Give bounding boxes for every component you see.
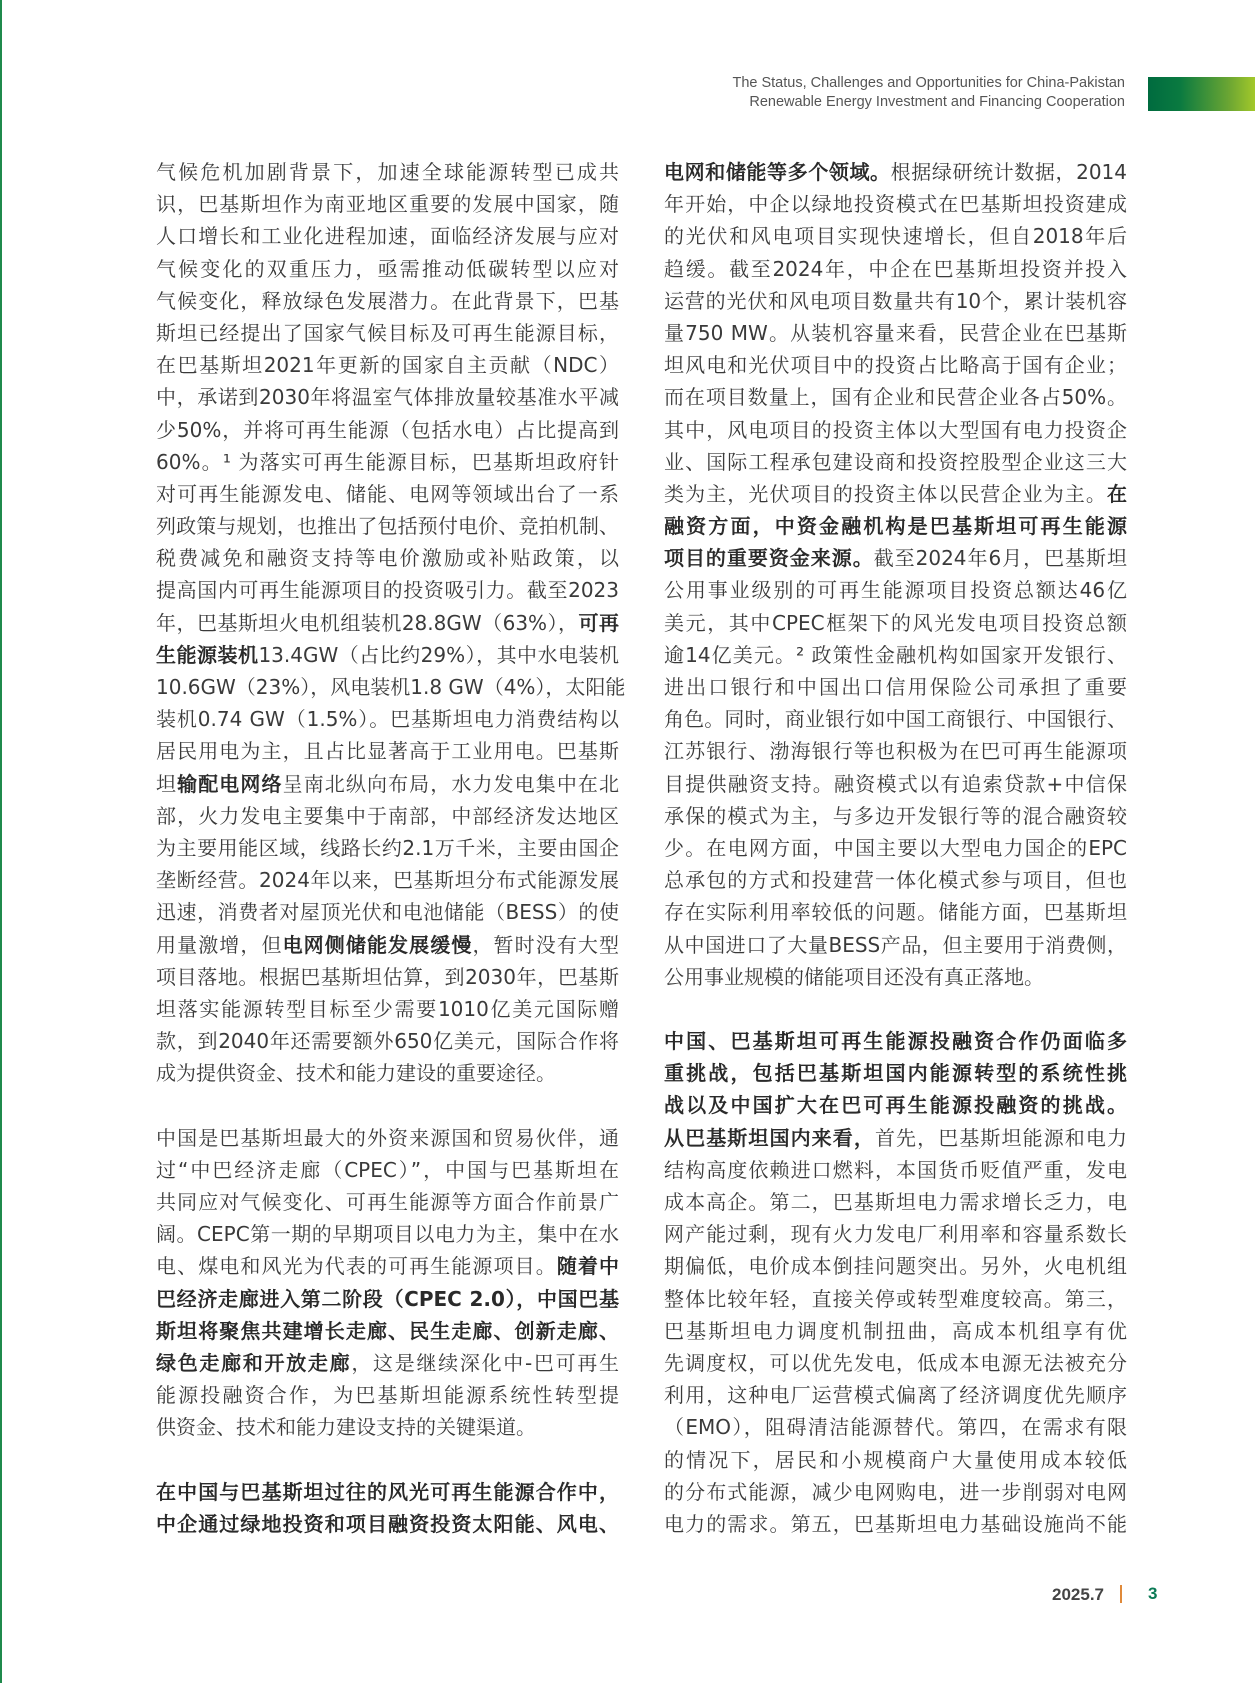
paragraph-1-line: [156, 832, 619, 864]
paragraph-2-line: [664, 1411, 1127, 1443]
text: 项目落地。根据巴基斯坦估算，到2030年，巴基斯: [156, 964, 619, 989]
paragraph-2-line: [664, 1089, 1127, 1121]
bold-text: 重挑战，包括巴基斯坦国内能源转型的系统性挑: [664, 1061, 1127, 1086]
paragraph-1-line: [156, 381, 619, 413]
text: 坦风电和光伏项目中的投资占比略高于国有企业；: [664, 353, 1127, 378]
text: 中国是巴基斯坦最大的外资来源国和贸易伙伴，通: [156, 1125, 619, 1150]
paragraph-1-line: [664, 381, 1127, 413]
bold-text: 输配电网络: [177, 771, 283, 796]
text: 承保的模式为主，与多边开发银行等的混合融资较: [664, 803, 1127, 828]
running-header: [732, 74, 1125, 112]
paragraph-2-line: [664, 1218, 1127, 1250]
bold-text: 可再: [578, 610, 620, 635]
text: 在巴基斯坦2021年更新的国家自主贡献（NDC）: [156, 353, 619, 378]
bold-text: 在中国与巴基斯坦过往的风光可再生能源合作中，: [156, 1479, 619, 1504]
paragraph-2-line: [664, 1444, 1127, 1476]
text: ，这是继续深化中-巴可再生: [351, 1350, 620, 1375]
paragraph-gap: [664, 993, 1127, 1025]
text: 的光伏和风电项目实现快速增长，但自2018年后: [664, 224, 1127, 249]
text: 江苏银行、渤海银行等也积极为在巴可再生能源项: [664, 739, 1127, 764]
text: 气候变化，释放绿色发展潜力。在此背景下，巴基: [156, 288, 619, 313]
paragraph-1-line: [156, 864, 619, 896]
paragraph-1-line: [156, 607, 619, 639]
paragraph-1-line: [664, 929, 1127, 961]
text: 年开始，中企以绿地投资模式在巴基斯坦投资建成: [664, 192, 1127, 217]
bold-text: 中企通过绿地投资和项目融资投资太阳能、风电、: [156, 1511, 619, 1536]
paragraph-1-line: [156, 1025, 619, 1057]
text: 成本高企。第二，巴基斯坦电力需求增长乏力，电: [664, 1190, 1127, 1214]
text: 巴基斯坦电力调度机制扭曲，高成本机组享有优: [664, 1318, 1127, 1343]
text: 坦: [156, 771, 178, 796]
paragraph-1-line: [664, 510, 1127, 542]
text: 呈南北纵向布局，水力发电集中在北: [282, 771, 620, 796]
page-number: 3: [1148, 1584, 1158, 1603]
text: 少。在电网方面，中国主要以大型电力国企的EPC: [664, 835, 1127, 860]
paragraph-1-line: [664, 285, 1127, 317]
text: 13.4GW（占比约29%），其中水电装机: [258, 642, 620, 667]
paragraph-2-line: [664, 1283, 1127, 1315]
text: 而在项目数量上，国有企业和民营企业各占50%。: [664, 385, 1127, 410]
paragraph-1-line: [664, 542, 1127, 574]
paragraph-1-line: [156, 703, 619, 735]
bold-text: 战以及中国扩大在巴可再生能源投融资的挑战。: [664, 1093, 1127, 1118]
paragraph-2-line: [664, 1250, 1127, 1282]
text: 少50%，并将可再生能源（包括水电）占比提高到: [156, 417, 619, 442]
paragraph-2-line: [156, 1315, 619, 1347]
paragraph-2-line: [156, 1218, 619, 1250]
paragraph-2-line: [156, 1411, 619, 1443]
header-title-line-1: The Status, Challenges and Opportunities for China-Pakistan: [732, 75, 1125, 91]
paragraph-2-line: [156, 1122, 619, 1154]
paragraph-1-line: [156, 735, 619, 767]
paragraph-1-line: [156, 156, 619, 188]
bold-text: 斯坦将聚焦共建增长走廊、民生走廊、创新走廊、: [156, 1318, 619, 1343]
bold-text: 电网侧储能发展缓慢: [282, 932, 473, 957]
text: 的分布式能源，减少电网购电，进一步削弱对电网: [664, 1479, 1127, 1504]
text: 能源投融资合作，为巴基斯坦能源系统性转型提: [156, 1383, 619, 1408]
footer-separator: [1120, 1585, 1122, 1603]
text: 角色。同时，商业银行如中国工商银行、中国银行、: [664, 707, 1127, 732]
paragraph-2-line: [156, 1186, 619, 1218]
text: 装机0.74 GW（1.5%）。巴基斯坦电力消费结构以: [156, 707, 619, 732]
paragraph-1-line: [664, 349, 1127, 381]
paragraph-1-line: [156, 542, 619, 574]
paragraph-2-line: [664, 1025, 1127, 1057]
text: 共同应对气候变化、可再生能源等方面合作前景广: [156, 1190, 619, 1214]
paragraph-1-line: [664, 414, 1127, 446]
paragraph-1-line: [156, 574, 619, 606]
text: 逾14亿美元。² 政策性金融机构如国家开发银行、: [664, 642, 1127, 667]
paragraph-1-line: [664, 896, 1127, 928]
text: 斯坦已经提出了国家气候目标及可再生能源目标，: [156, 320, 619, 345]
text: 过“中巴经济走廊（CPEC）”，中国与巴基斯坦在: [156, 1157, 619, 1182]
text: 迅速，消费者对屋顶光伏和电池储能（BESS）的使: [156, 900, 619, 925]
paragraph-1-line: [664, 188, 1127, 220]
bold-text: 融资方面，中资金融机构是巴基斯坦可再生能源: [664, 514, 1127, 539]
text: 对可再生能源发电、储能、电网等领域出台了一系: [156, 481, 619, 506]
bold-text: 随着中: [556, 1254, 620, 1279]
paragraph-2-line: [664, 1186, 1127, 1218]
text: 先调度权，可以优先发电，低成本电源无法被充分: [664, 1350, 1127, 1375]
text: 首先，巴基斯坦能源和电力: [874, 1125, 1128, 1150]
issue-date: 2025.7: [1052, 1585, 1104, 1604]
paragraph-2-line: [664, 1379, 1127, 1411]
text: 提高国内可再生能源项目的投资吸引力。截至2023: [156, 578, 619, 603]
text: 成为提供资金、技术和能力建设的重要途径。: [156, 1061, 556, 1086]
paragraph-2-line: [664, 1154, 1127, 1186]
paragraph-1-line: [156, 285, 619, 317]
bold-text: 项目的重要资金来源。: [664, 546, 874, 571]
paragraph-2-line: [156, 1347, 619, 1379]
paragraph-1-line: [156, 929, 619, 961]
paragraph-1-line: [156, 768, 619, 800]
paragraph-1-line: [156, 317, 619, 349]
paragraph-3-line: [156, 1476, 619, 1508]
text: 居民用电为主，且占比显著高于工业用电。巴基斯: [156, 739, 619, 764]
paragraph-2-line: [156, 1154, 619, 1186]
paragraph-1-line: [156, 961, 619, 993]
text: 气候变化的双重压力，亟需推动低碳转型以应对: [156, 256, 619, 281]
paragraph-1-line: [664, 800, 1127, 832]
paragraph-1-line: [156, 639, 619, 671]
paragraph-1-line: [664, 735, 1127, 767]
text: 列政策与规划，也推出了包括预付电价、竞拍机制、: [156, 514, 619, 539]
paragraph-1-line: [156, 510, 619, 542]
text: 60%。¹ 为落实可再生能源目标，巴基斯坦政府针: [156, 449, 619, 474]
paragraph-1-line: [156, 188, 619, 220]
text: 运营的光伏和风电项目数量共有10个，累计装机容: [664, 288, 1127, 313]
text: 中，承诺到2030年将温室气体排放量较基准水平减: [156, 385, 619, 410]
paragraph-1-line: [664, 253, 1127, 285]
paragraph-2-line: [664, 1057, 1127, 1089]
text: 部，火力发电主要集中于南部，中部经济发达地区: [156, 803, 619, 828]
paragraph-1-line: [156, 220, 619, 252]
text: 公用事业规模的储能项目还没有真正落地。: [664, 964, 1044, 989]
left-text-column: [156, 156, 626, 1540]
paragraph-gap: [156, 1444, 619, 1476]
text: 识，巴基斯坦作为南亚地区重要的发展中国家，随: [156, 192, 619, 217]
text: 年，巴基斯坦火电机组装机28.8GW（63%），: [156, 610, 579, 635]
text: 10.6GW（23%），风电装机1.8 GW（4%），太阳能: [156, 675, 626, 699]
text: 坦落实能源转型目标至少需要1010亿美元国际赠: [156, 996, 619, 1021]
text: 目提供融资支持。融资模式以有追索贷款+中信保: [664, 771, 1127, 796]
text: 根据绿研统计数据，2014: [890, 160, 1127, 184]
text: （EMO），阻碍清洁能源替代。第四，在需求有限: [664, 1415, 1127, 1440]
paragraph-2-line: [156, 1250, 619, 1282]
paragraph-1-line: [156, 349, 619, 381]
paragraph-1-line: [156, 993, 619, 1025]
paragraph-1-line: [156, 1057, 619, 1089]
right-text-column: [664, 156, 1127, 1540]
text: ，暂时没有大型: [472, 932, 620, 957]
bold-text: 在: [1107, 481, 1127, 506]
paragraph-1-line: [156, 478, 619, 510]
text: 网产能过剩，现有火力发电厂利用率和容量系数长: [664, 1222, 1127, 1247]
paragraph-2-line: [664, 1476, 1127, 1508]
paragraph-2-line: [156, 1283, 619, 1315]
text: 电力的需求。第五，巴基斯坦电力基础设施尚不能: [664, 1511, 1127, 1536]
paragraph-2-line: [664, 1315, 1127, 1347]
paragraph-1-line: [664, 671, 1127, 703]
paragraph-1-line: [664, 768, 1127, 800]
bold-text: 从巴基斯坦国内来看，: [664, 1125, 875, 1150]
paragraph-gap: [156, 1089, 619, 1121]
paragraph-2-line: [664, 1347, 1127, 1379]
paragraph-3-line: [156, 1508, 619, 1540]
bold-text: 巴经济走廊进入第二阶段（CPEC 2.0），中国巴基: [156, 1286, 619, 1311]
paragraph-1-line: [664, 220, 1127, 252]
paragraph-1-line: [156, 896, 619, 928]
text: 利用，这种电厂运营模式偏离了经济调度优先顺序: [664, 1383, 1127, 1408]
header-title-line-2: Renewable Energy Investment and Financing Cooperation: [749, 94, 1125, 110]
text: 气候危机加剧背景下，加速全球能源转型已成共: [156, 160, 619, 184]
paragraph-2-line: [664, 1122, 1127, 1154]
paragraph-1-line: [664, 864, 1127, 896]
bold-text: 中国、巴基斯坦可再生能源投融资合作仍面临多: [664, 1029, 1127, 1054]
paragraph-1-line: [664, 156, 1127, 188]
text: 美元，其中CPEC框架下的风光发电项目投资总额: [664, 610, 1127, 635]
paragraph-1-line: [664, 639, 1127, 671]
text: 类为主，光伏项目的投资主体以民营企业为主。: [664, 481, 1107, 506]
text: 公用事业级别的可再生能源项目投资总额达46亿: [664, 578, 1127, 603]
text: 电、煤电和风光为代表的可再生能源项目。: [156, 1254, 557, 1279]
text: 期偏低，电价成本倒挂问题突出。另外，火电机组: [664, 1254, 1127, 1279]
text: 截至2024年6月，巴基斯坦: [873, 546, 1127, 571]
paragraph-1-line: [156, 446, 619, 478]
text: 其中，风电项目的投资主体以大型国有电力投资企: [664, 417, 1127, 442]
paragraph-1-line: [664, 703, 1127, 735]
text: 人口增长和工业化进程加速，面临经济发展与应对: [156, 224, 619, 249]
text: 供资金、技术和能力建设支持的关键渠道。: [156, 1415, 536, 1440]
paragraph-1-line: [156, 253, 619, 285]
paragraph-2-line: [664, 1508, 1127, 1540]
paragraph-1-line: [664, 317, 1127, 349]
bold-text: 电网和储能等多个领域。: [664, 160, 891, 184]
paragraph-1-line: [664, 607, 1127, 639]
text: 结构高度依赖进口燃料，本国货币贬值严重，发电: [664, 1157, 1127, 1182]
paragraph-1-line: [664, 832, 1127, 864]
text: 总承包的方式和投建营一体化模式参与项目，但也: [664, 868, 1127, 893]
paragraph-2-line: [156, 1379, 619, 1411]
text: 用量激增，但: [156, 932, 283, 957]
paragraph-1-line: [664, 961, 1127, 993]
text: 从中国进口了大量BESS产品，但主要用于消费侧，: [664, 932, 1127, 957]
text: 业、国际工程承包建设商和投资控股型企业这三大: [664, 449, 1127, 474]
text: 为主要用能区域，线路长约2.1万千米，主要由国企: [156, 835, 619, 860]
page-edge-line: [0, 0, 2, 1683]
paragraph-1-line: [156, 671, 626, 703]
text: 税费减免和融资支持等电价激励或补贴政策，以: [156, 546, 619, 571]
bold-text: 绿色走廊和开放走廊: [156, 1350, 352, 1375]
text: 存在实际利用率较低的问题。储能方面，巴基斯坦: [664, 900, 1127, 925]
text: 整体比较年轻，直接关停或转型难度较高。第三，: [664, 1286, 1127, 1311]
text: 量750 MW。从装机容量来看，民营企业在巴基斯: [664, 320, 1127, 345]
text: 阔。CEPC第一期的早期项目以电力为主，集中在水: [156, 1222, 619, 1247]
text: 进出口银行和中国出口信用保险公司承担了重要: [664, 675, 1127, 699]
paragraph-1-line: [156, 800, 619, 832]
text: 的情况下，居民和小规模商户大量使用成本较低: [664, 1447, 1127, 1472]
paragraph-1-line: [156, 414, 619, 446]
paragraph-1-line: [664, 478, 1127, 510]
text: 垄断经营。2024年以来，巴基斯坦分布式能源发展: [156, 868, 619, 893]
paragraph-1-line: [664, 574, 1127, 606]
paragraph-1-line: [664, 446, 1127, 478]
text: 款，到2040年还需要额外650亿美元，国际合作将: [156, 1029, 619, 1054]
header-color-bar: [1148, 77, 1255, 111]
bold-text: 生能源装机: [156, 642, 259, 667]
text: 趋缓。截至2024年，中企在巴基斯坦投资并投入: [664, 256, 1127, 281]
